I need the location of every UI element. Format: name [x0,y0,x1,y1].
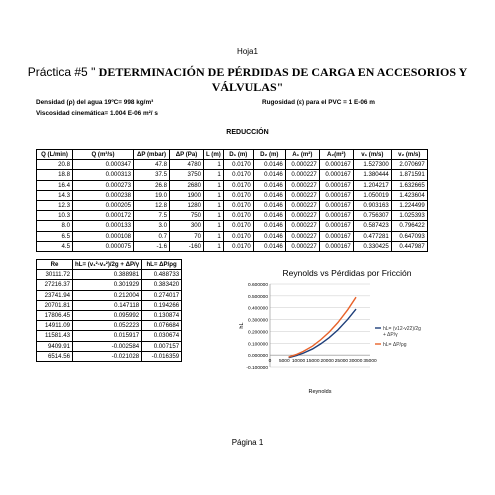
table-cell: 1 [204,221,224,231]
table-cell: 0.194266 [142,300,182,310]
table-row [37,201,428,211]
table-cell: 1 [204,231,224,241]
table-cell: -0.021028 [73,351,142,361]
table-cell: 70 [170,231,204,241]
table-cell: 1.871591 [391,170,427,180]
table-row [37,170,428,180]
table-cell: 300 [170,221,204,231]
table-cell: 3.0 [134,221,170,231]
table-cell: 0.903163 [353,201,391,211]
table-cell: 0.796422 [391,221,427,231]
table-cell: 6.5 [37,231,73,241]
table-cell: 10.3 [37,211,73,221]
table-cell: 750 [170,211,204,221]
table-cell: 0.0146 [253,201,285,211]
table-cell: 1 [204,160,224,170]
table-cell: 11581.43 [37,331,73,341]
x-tick-label: 30000 [349,359,363,365]
table-cell: -160 [170,241,204,251]
table-cell: 20.8 [37,160,73,170]
table-cell: 0.000167 [319,241,353,251]
table-cell: 9409.91 [37,341,73,351]
table-cell: 0.000227 [285,221,319,231]
chart-title: Reynolds vs Pérdidas por Fricción [282,268,412,278]
column-header: L (m) [204,150,224,160]
table-cell: -1.6 [134,241,170,251]
table-header-row [37,150,428,160]
y-tick-label: 0.400000 [247,306,268,312]
table-cell: 0.000205 [73,201,134,211]
column-header: hL= ΔP/ρg [142,260,182,270]
table-cell: 47.8 [134,160,170,170]
table-row [37,270,182,280]
table-cell: 0.0170 [223,160,253,170]
table-cell: 0.0170 [223,180,253,190]
table-cell: 0.0146 [253,231,285,241]
column-header: Q (m³/s) [73,150,134,160]
table-cell: 0.0170 [223,221,253,231]
y-tick-label: 0.600000 [247,283,268,288]
table-row [37,241,428,251]
table-cell: 0.000133 [73,221,134,231]
column-header: A₁ (m²) [285,150,319,160]
table-cell: 0.0146 [253,221,285,231]
table-row [37,231,428,241]
sheet-name: Hoja1 [237,47,258,56]
table-cell: 0.274017 [142,290,182,300]
table-cell: 1 [204,201,224,211]
table-cell: 0.000167 [319,190,353,200]
table-cell: 6514.56 [37,351,73,361]
table-cell: 0.0146 [253,241,285,251]
table-cell: 0.000227 [285,190,319,200]
table-cell: 0.000313 [73,170,134,180]
table-cell: 0.000108 [73,231,134,241]
legend-label: hL= (v12-v22)/2g [383,325,421,332]
table-cell: 0.052223 [73,321,142,331]
table-cell: 0.7 [134,231,170,241]
x-tick-label: 0 [268,359,272,365]
table-cell: 1 [204,190,224,200]
column-header: Q (L/min) [37,150,73,160]
table-cell: 0.000167 [319,231,353,241]
page-title [0,65,495,95]
column-header: v₁ (m/s) [353,150,391,160]
table-cell: 0.587423 [353,221,391,231]
series-line [289,309,356,358]
table-cell: 0.0146 [253,180,285,190]
table-cell: 0.000227 [285,241,319,251]
table-row [37,341,182,351]
table-cell: 19.0 [134,190,170,200]
table-cell: 0.000227 [285,201,319,211]
table-cell: 0.0170 [223,211,253,221]
table-cell: 0.000227 [285,170,319,180]
table-cell: 37.5 [134,170,170,180]
table-cell: 2.070697 [391,160,427,170]
table-row [37,331,182,341]
table-cell: 0.0170 [223,241,253,251]
table-cell: 14911.09 [37,321,73,331]
table-cell: 0.000167 [319,211,353,221]
table-cell: 0.000347 [73,160,134,170]
table-cell: 1 [204,170,224,180]
table-cell: 1.224499 [391,201,427,211]
table-cell: 1 [204,241,224,251]
table-cell: 0.0170 [223,231,253,241]
table-cell: 0.000227 [285,160,319,170]
table-cell: 0.147118 [73,300,142,310]
table-cell: 12.3 [37,201,73,211]
table-cell: 0.756307 [353,211,391,221]
table-cell: 16.4 [37,180,73,190]
y-tick-label: 0.000000 [247,354,268,360]
table-cell: 8.0 [37,221,73,231]
table-cell: 0.0146 [253,160,285,170]
y-tick-label: 0.500000 [247,294,268,300]
density-info: Densidad (ρ) del agua 19ºC= 998 kg/m³ [36,99,154,106]
y-tick-label: 0.300000 [247,318,268,324]
table-cell: 0.330425 [353,241,391,251]
table-cell: 0.000238 [73,190,134,200]
table-cell: 0.000075 [73,241,134,251]
table-cell: 0.477281 [353,231,391,241]
table-cell: 0.000172 [73,211,134,221]
table-cell: 1 [204,180,224,190]
table-cell: 0.388981 [73,270,142,280]
reduction-table [36,149,428,252]
x-tick-label: 25000 [334,359,349,365]
table-cell: 20701.81 [37,300,73,310]
y-axis-label: hL [239,322,245,329]
table-cell: 0.000227 [285,211,319,221]
column-header: D₁ (m) [223,150,253,160]
table-cell: 0.000273 [73,180,134,190]
y-tick-label: 0.100000 [247,342,268,348]
table-cell: 1.527300 [353,160,391,170]
table-row [37,190,428,200]
column-header: ΔP (Pa) [170,150,204,160]
column-header: v₂ (m/s) [391,150,427,160]
table-row [37,290,182,300]
table-cell: 0.0170 [223,201,253,211]
table-cell: 1.632665 [391,180,427,190]
table-cell: 0.000227 [285,180,319,190]
x-axis-label: Reynolds [308,389,332,395]
table-cell: 0.007157 [142,341,182,351]
table-cell: 7.5 [134,211,170,221]
x-tick-label: 10000 [291,359,306,365]
reynolds-table [36,259,182,362]
table-cell: 0.0170 [223,170,253,180]
table-cell: 0.000167 [319,160,353,170]
roughness-info: Rugosidad (ε) para el PVC = 1 E-06 m [262,99,375,106]
table-row [37,180,428,190]
table-cell: 4780 [170,160,204,170]
table-cell: 0.000167 [319,221,353,231]
y-tick-label: 0.200000 [247,330,268,336]
table-cell: 1.380444 [353,170,391,180]
table-cell: -0.002584 [73,341,142,351]
table-cell: 0.212004 [73,290,142,300]
table-cell: 0.000167 [319,201,353,211]
table-cell: 0.095992 [73,311,142,321]
table-cell: 0.015917 [73,331,142,341]
table-cell: 1 [204,211,224,221]
table-cell: 0.0146 [253,190,285,200]
table-cell: 30111.72 [37,270,73,280]
table-row [37,300,182,310]
table-cell: 0.0146 [253,170,285,180]
table-row [37,351,182,361]
section-title: REDUCCIÓN [226,129,269,136]
viscosity-info: Viscosidad cinemática= 1.004 E-06 m²/ s [36,110,158,117]
x-tick-label: 35000 [363,359,377,365]
table-cell: 0.000167 [319,180,353,190]
series-line [289,297,356,357]
table-cell: 2680 [170,180,204,190]
table-cell: -0.016359 [142,351,182,361]
table-row [37,221,428,231]
table-header-row [37,260,182,270]
table-row [37,280,182,290]
y-tick-label: -0.100000 [246,366,268,371]
x-tick-label: 5000 [278,359,290,365]
table-cell: 0.030674 [142,331,182,341]
table-cell: 0.0146 [253,211,285,221]
table-cell: 0.447987 [391,241,427,251]
table-cell: 0.488733 [142,270,182,280]
table-cell: 1.204217 [353,180,391,190]
table-cell: 1900 [170,190,204,200]
table-cell: 1.423604 [391,190,427,200]
table-cell: 23741.94 [37,290,73,300]
table-cell: 1280 [170,201,204,211]
table-cell: 27216.37 [37,280,73,290]
legend-label: hL= ΔP/ρg [383,341,407,348]
table-cell: 0.130874 [142,311,182,321]
page-footer: Página 1 [231,438,264,447]
table-cell: 3750 [170,170,204,180]
table-cell: 0.000167 [319,170,353,180]
table-row [37,211,428,221]
table-cell: 17806.45 [37,311,73,321]
table-cell: 14.3 [37,190,73,200]
x-tick-label: 15000 [306,359,320,365]
table-row [37,160,428,170]
table-cell: 0.301929 [73,280,142,290]
table-cell: 0.000227 [285,231,319,241]
table-cell: 18.8 [37,170,73,180]
legend-label: + ΔP/γ [383,332,398,338]
table-cell: 1.050019 [353,190,391,200]
column-header: Re [37,260,73,270]
table-cell: 1.025393 [391,211,427,221]
table-cell: 4.5 [37,241,73,251]
column-header: A₂(m²) [319,150,353,160]
table-cell: 0.0170 [223,190,253,200]
table-cell: 26.8 [134,180,170,190]
title-prefix: Práctica #5 " [27,65,99,79]
x-tick-label: 20000 [320,359,334,365]
column-header: hL= (v₁²-v₂²)/2g + ΔP/γ [73,260,142,270]
column-header: D₂ (m) [253,150,285,160]
table-cell: 0.076684 [142,321,182,331]
table-row [37,311,182,321]
table-row [37,321,182,331]
table-cell: 0.383420 [142,280,182,290]
table-cell: 12.8 [134,201,170,211]
title-main: DETERMINACIÓN DE PÉRDIDAS DE CARGA EN ACCESORIOS Y VÁLVULAS" [98,65,468,94]
column-header: ΔP (mbar) [134,150,170,160]
reynolds-chart [232,262,462,410]
table-cell: 0.647093 [391,231,427,241]
